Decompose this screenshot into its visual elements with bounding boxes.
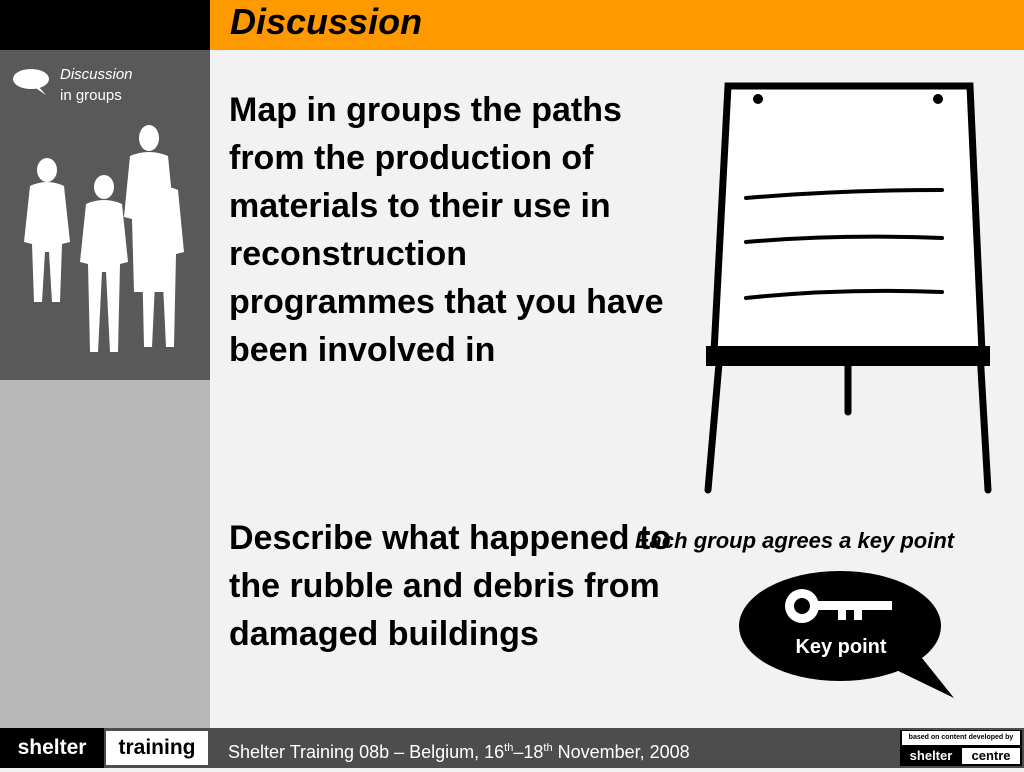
speech-bubble-icon (12, 68, 52, 96)
logo-centre: centre (962, 748, 1020, 764)
sidebar-lower-panel (0, 380, 210, 728)
footer (0, 728, 1024, 768)
shelter-centre-logo (900, 730, 1022, 766)
footer-brand-shelter: shelter (0, 728, 104, 768)
key-point-label: Key point (795, 636, 887, 658)
flipchart-icon (700, 78, 1000, 498)
footer-brand-training: training (106, 731, 208, 765)
footer-event-text: Shelter Training 08b – Belgium, 16th–18th November, 2008 (228, 742, 690, 762)
people-group-icon (18, 122, 193, 352)
sidebar-panel (0, 50, 210, 380)
discussion-prompt-1: Map in groups the paths from the production of materials to their use in reconstruction programmes that you have been involved in (229, 91, 664, 369)
key-point-caption: Each group agrees a key point (635, 528, 955, 553)
sidebar-label-line1: Discussion (60, 66, 133, 83)
logo-shelter: shelter (909, 748, 953, 763)
sidebar-label (60, 64, 133, 106)
title-bar (210, 0, 1024, 50)
logo-caption: based on content developed by (902, 731, 1020, 745)
sidebar-label-line2: in groups (60, 87, 122, 104)
page-title: Discussion (230, 1, 423, 42)
top-left-corner (0, 0, 210, 50)
discussion-prompt-2: Describe what happened to the rubble and debris from damaged buildings (229, 519, 672, 653)
